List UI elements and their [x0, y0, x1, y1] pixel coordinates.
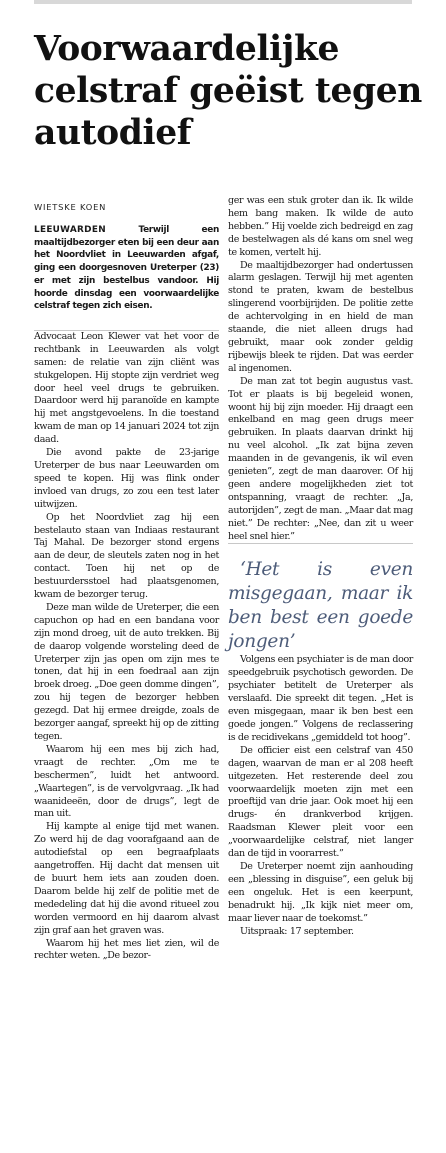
lead-text: Terwijl een maaltijdbezorger eten bij een deur aan het Noordvliet in Leeuwarden afgaf, ging een doorgesnoven Ureterper (23) er met zijn bestelbus vandoor. Hij hoorde dinsdag een voorwaardelijke celstraf tegen zich eisen. [34, 225, 219, 312]
right-column [228, 195, 413, 938]
top-rule [34, 0, 412, 4]
body-paragraph: Deze man wilde de Ureterper, die een capuchon op had en een bandana voor zijn mond droeg, uit de auto trekken. Bij de daarop volgende worsteling deed de Ureterper zijn jas open om zijn mes te tonen, dat hij in een foedraal aan zijn broek droeg. „Doe geen domme dingen”, zou hij tegen de bezorger hebben gezegd. Dat hij ermee dreigde, zoals de bezorger aangaf, spreekt hij op de zitting tegen. [34, 601, 219, 743]
left-column [34, 224, 219, 963]
body-paragraph: De man zat tot begin augustus vast. Tot er plaats is bij begeleid wonen, woont hij bij zijn moeder. Hij draagt een enkelband en mag geen drugs meer gebruiken. In plaats daarvan drinkt hij nu veel alcohol. „Ik zat bijna zeven maanden in de gevangenis, ik wil even genieten”, zegt de man daarover. Of hij geen andere mogelijkheden ziet tot ontspanning, vraagt de rechter. „Ja, autorijden”, zegt de man. „Maar dat mag niet.” De rechter: „Nee, dan zit u weer heel snel hier.” [228, 375, 413, 542]
body-paragraph: De maaltijdbezorger had ondertussen alarm geslagen. Terwijl hij met agenten stond te praten, kwam de bestelbus slingerend voorbijrijden. De politie zette de achtervolging in en hield de man staande, die niet alleen drugs had gebruikt, maar ook zonder geldig rijbewijs bleek te rijden. Dat was eerder al ingenomen. [228, 259, 413, 374]
dateline: LEEUWARDEN [34, 225, 106, 235]
body-paragraph: Op het Noordvliet zag hij een bestelauto staan van Indiaas restaurant Taj Mahal. De bezorger stond ergens aan de deur, de sleutels zaten nog in het contact. Toen hij net op de bestuurdersstoel had plaatsgenomen, kwam de bezorger terug. [34, 511, 219, 601]
body-paragraph: Waarom hij het mes liet zien, wil de rechter weten. „De bezor- [34, 937, 219, 962]
byline: WIETSKE KOEN [34, 202, 107, 212]
body-paragraph: Hij kampte al enige tijd met wanen. Zo werd hij de dag voorafgaand aan de autodiefstal op een begraafplaats aangetroffen. Hij dacht dat mensen uit de buurt hem iets aan zouden doen. Daarom belde hij zelf de politie met de mededeling dat hij die avond ritueel zou worden vermoord en hij daarom alvast zijn graf aan het graven was. [34, 821, 219, 936]
verdict-date: Uitspraak: 17 september. [240, 925, 354, 937]
body-paragraph: ger was een stuk groter dan ik. Ik wilde hem bang maken. Ik wilde de auto hebben.” Hij voelde zich bedreigd en zag de bestelwagen als dé kans om snel weg te komen, vertelt hij. [228, 195, 413, 258]
pull-quote: ‘Het is even misgegaan, maar ik ben best een goede jongen’ [228, 543, 413, 654]
body-paragraph: Waarom hij een mes bij zich had, vraagt de rechter. „Om me te beschermen”, luidt het antwoord. „Waartegen”, is de vervolgvraag. „Ik had waanideeën, door de drugs”, legt de man uit. [34, 743, 219, 820]
body-paragraph: De officier eist een celstraf van 450 dagen, waarvan de man er al 208 heeft uitgezeten. Het resterende deel zou voorwaardelijk moeten zijn met een proeftijd van drie jaar. Ook moet hij een drugs- én drankverbod krijgen. Raadsman Klewer pleit voor een „voorwaardelijke celstraf, niet langer dan de tijd in voorarrest.” [228, 744, 413, 860]
body-paragraph: Die avond pakte de 23-jarige Ureterper de bus naar Leeuwarden om speed te kopen. Hij was flink onder invloed van drugs, zo zou een test later uitwijzen. [34, 447, 219, 510]
headline: Voorwaardelijke celstraf geëist tegen autodief [34, 29, 422, 153]
lead-paragraph [34, 224, 219, 331]
body-paragraph: De Ureterper noemt zijn aanhouding een „blessing in disguise”, een geluk bij een ongeluk. Het is een keerpunt, benadrukt hij. „Ik kijk niet meer om, maar liever naar de toekomst.” [228, 860, 413, 924]
body-paragraph: Volgens een psychiater is de man door speedgebruik psychotisch geworden. De psychiater betitelt de Ureterper als verslaafd. Die spreekt dit tegen. „Het is even misgegaan, maar ik ben best een goede jongen.” Volgens de reclassering is de recidivekans „gemiddeld tot hoog”. [228, 654, 413, 743]
body-paragraph: Advocaat Leon Klewer vat het voor de rechtbank in Leeuwarden als volgt samen: de relatie van zijn cliënt was stukgelopen. Hij stopte zijn verdriet weg door heel veel drugs te gebruiken. Daardoor werd hij paranoïde en kampte hij met angstgevoelens. In die toestand kwam de man op 14 januari 2024 tot zijn daad. [34, 330, 219, 446]
